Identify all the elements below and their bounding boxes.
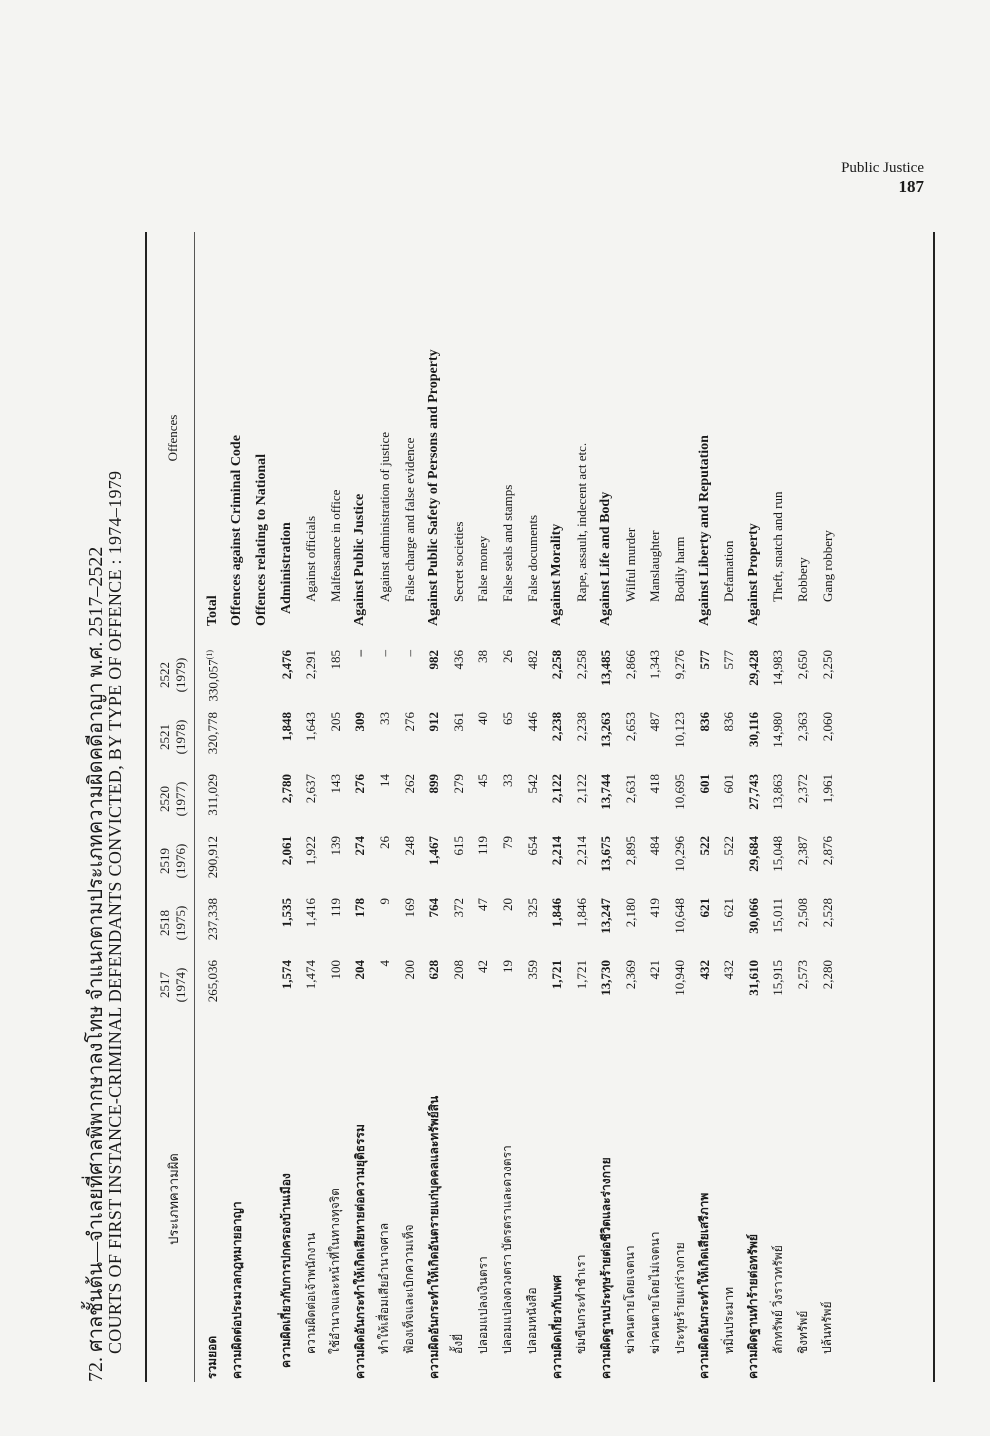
value-cell: 1,416 [303,898,319,928]
offence-english: False money [475,535,491,602]
value-cell: 2,214 [573,836,589,866]
table-row [520,232,545,1382]
offence-thai: หมิ่นประมาท [721,1286,736,1354]
value-cell: 1,574 [278,960,294,990]
header-year: 2519 (1976) [157,843,189,879]
value-cell: 601 [696,774,712,794]
value-cell: 2,060 [819,712,835,742]
value-cell [225,954,250,1016]
table-row [594,232,619,1382]
value-cell: 143 [327,774,343,794]
value-cell: 1,343 [647,650,663,680]
value-cell: 2,508 [795,898,811,928]
top-rule [145,232,147,1382]
value-cell: 2,780 [278,774,294,804]
offence-english: Malfeasance in office [327,489,343,602]
value-cell [225,706,250,768]
value-cell: 10,695 [672,774,688,810]
value-cell [225,892,250,954]
value-cell: 436 [450,650,466,670]
value-cell: 13,675 [598,836,614,872]
value-cell: 522 [696,836,712,856]
value-cell: 276 [401,712,417,732]
offence-thai: ความผิดอันกระทำให้เกิดอันตรายแก่บุคคลและทรัพย์สิน [426,1095,441,1379]
table-row [274,232,299,1382]
offence-thai: รวมยอด [205,1335,220,1379]
value-cell: 29,428 [745,650,761,686]
title-thai-text: ศาลชั้นต้น—จำเลยที่ศาลพิพากษาลงโทษ จำแนกตามประเภทความผิดคดีอาญา พ.ศ. 2517–2522 [85,546,107,1352]
table-row [299,232,324,1382]
value-cell: 29,684 [745,836,761,872]
value-cell: 200 [401,960,417,980]
value-cell: 1,721 [549,960,565,990]
offence-thai: ปล้นทรัพย์ [820,1301,835,1354]
value-cell: 2,291 [303,650,319,680]
table-row [668,232,693,1382]
value-cell: 487 [647,712,663,732]
value-cell [225,644,250,706]
value-cell: 13,263 [598,712,614,748]
value-cell: 169 [401,898,417,918]
table-row [619,232,644,1382]
value-cell: 542 [524,774,540,794]
offence-thai: ปลอมแปลงเงินตรา [475,1256,490,1354]
value-cell: 290,912 [204,836,220,879]
table-row [717,232,742,1382]
value-cell: 2,528 [819,898,835,928]
value-cell: 47 [475,898,491,911]
offence-thai: ความผิดอันกระทำให้เกิดเสียหายต่อความยุติธรรม [352,1124,367,1379]
table-row [496,232,521,1382]
value-cell: 330,057$^{(1)}$ [204,650,220,702]
value-cell: 4 [376,960,392,967]
offence-english: False charge and false evidence [401,437,417,602]
value-cell: 2,650 [795,650,811,680]
table-row [643,232,668,1382]
value-cell: 279 [450,774,466,794]
value-cell: 764 [426,898,442,918]
offence-thai [250,1016,275,1382]
value-cell: 14,983 [770,650,786,686]
value-cell: 432 [721,960,737,980]
offence-english: Gang robbery [819,530,835,602]
value-cell: 2,372 [795,774,811,804]
value-cell: 1,474 [303,960,319,990]
value-cell: 20 [499,898,515,911]
table-number: 72. [85,1357,107,1382]
table-body [201,232,840,1382]
value-cell: 2,258 [573,650,589,680]
value-cell [250,892,275,954]
offence-thai: ความผิดต่อประมวลกฎหมายอาญา [229,1201,244,1379]
value-cell: 248 [401,836,417,856]
value-cell: 361 [450,712,466,732]
header-row [153,232,194,1382]
offence-thai: ฆ่าคนตายโดยไม่เจตนา [647,1231,662,1354]
offence-thai: ความผิดเกี่ยวกับเพศ [549,1275,564,1379]
value-cell: 30,066 [745,898,761,934]
value-cell: 26 [376,836,392,849]
value-cell: 577 [721,650,737,670]
value-cell: 2,363 [795,712,811,742]
table-row [766,232,791,1382]
table-row [373,232,398,1382]
table-row [250,232,275,1382]
value-cell: 204 [352,960,368,980]
value-cell: 26 [499,650,515,663]
offence-thai: ความผิดฐานทำร้ายต่อทรัพย์ [746,1234,761,1379]
value-cell: 45 [475,774,491,787]
value-cell [250,768,275,830]
offence-thai: ทำให้เสื่อมเสียอำนาจศาล [377,1222,392,1354]
value-cell: 2,122 [549,774,565,804]
value-cell: 2,061 [278,836,294,866]
offence-english: Offences against Criminal Code [229,435,245,626]
value-cell [250,644,275,706]
table-row [545,232,570,1382]
section-title: Public Justice [841,160,924,176]
value-cell: 205 [327,712,343,732]
value-cell: 185 [327,650,343,670]
value-cell: 899 [426,774,442,794]
header-year: 2522 (1979) [157,657,189,693]
value-cell: 1,467 [426,836,442,866]
value-cell: 484 [647,836,663,856]
value-cell: 27,743 [745,774,761,810]
value-cell: 9 [376,898,392,905]
bottom-rule [933,232,935,1382]
offence-english: False documents [524,514,540,602]
value-cell: 65 [499,712,515,725]
offence-english: Secret societies [450,521,466,602]
offence-thai: ความผิดฐานประทุษร้ายต่อชีวิตและร่างกาย [598,1157,613,1379]
value-cell: 309 [352,712,368,732]
value-cell: 912 [426,712,442,732]
header-year: 2521 (1978) [157,719,189,755]
value-cell: 628 [426,960,442,980]
offences-table [153,232,840,1382]
value-cell: 13,744 [598,774,614,810]
value-cell [225,830,250,892]
offence-thai: ความผิดต่อเจ้าพนักงาน [303,1232,318,1354]
value-cell: 13,730 [598,960,614,996]
value-cell: 13,863 [770,774,786,810]
value-cell [250,954,275,1016]
value-cell: 119 [327,898,343,918]
page-number: 187 [898,177,924,197]
value-cell: 1,643 [303,712,319,742]
value-cell: 19 [499,960,515,973]
offence-english: Robbery [795,557,811,602]
offence-english: Against officials [303,515,319,602]
table-row [422,232,447,1382]
offence-english: Against Liberty and Reputation [696,435,712,626]
table-row [791,232,816,1382]
value-cell: 10,296 [672,836,688,872]
running-head [841,160,924,197]
table-row [201,232,226,1382]
offence-english: Against administration of justice [376,431,392,602]
value-cell: 33 [376,712,392,725]
offence-thai: ชิงทรัพย์ [795,1310,810,1354]
table-row [446,232,471,1382]
offence-thai: ปลอมหนังสือ [525,1287,540,1354]
value-cell: 421 [647,960,663,980]
offence-english: Wilful murder [622,527,638,602]
offence-thai: ใช้อำนาจและหน้าที่ในทางทุจริต [328,1188,343,1354]
value-cell [250,706,275,768]
table-row [815,232,840,1382]
offence-thai: อั้งยี่ [451,1333,466,1354]
value-cell: 139 [327,836,343,856]
value-cell: 2,122 [573,774,589,804]
value-cell: 33 [499,774,515,787]
table-row [225,232,250,1382]
value-cell: 372 [450,898,466,918]
rotated-table-area [75,232,935,1382]
value-cell: 1,961 [819,774,835,804]
value-cell: 178 [352,898,368,918]
value-cell: 40 [475,712,491,725]
offence-thai: ข่มขืนกระทำชำเรา [574,1254,589,1354]
value-cell: 1,848 [278,712,294,742]
value-cell [225,768,250,830]
value-cell: 13,485 [598,650,614,686]
value-cell: 2,180 [622,898,638,928]
offence-english: Rape, assault, indecent act etc. [573,442,589,602]
value-cell: 2,895 [622,836,638,866]
value-cell: 2,573 [795,960,811,990]
value-cell: 15,048 [770,836,786,872]
value-cell: 42 [475,960,491,973]
value-cell: 2,476 [278,650,294,680]
offence-english: Bodily harm [672,536,688,602]
value-cell: 2,387 [795,836,811,866]
value-cell: 2,258 [549,650,565,680]
offence-english: Against Property [745,523,761,626]
header-year: 2517 (1974) [157,967,189,1003]
value-cell: 10,123 [672,712,688,748]
header-offences: Offences [165,414,181,462]
value-cell: 359 [524,960,540,980]
offence-english: Theft, snatch and run [770,491,786,602]
value-cell: 621 [721,898,737,918]
table-row [692,232,717,1382]
value-cell: – [376,650,392,657]
offence-english: Defamation [721,540,737,602]
value-cell: 30,116 [745,712,761,748]
value-cell: 1,846 [549,898,565,928]
value-cell: 418 [647,774,663,794]
value-cell: 14,980 [770,712,786,748]
value-cell: 208 [450,960,466,980]
value-cell: 38 [475,650,491,663]
table-row [348,232,373,1382]
table-row [471,232,496,1382]
value-cell: 654 [524,836,540,856]
table-row [569,232,594,1382]
value-cell: 2,631 [622,774,638,804]
value-cell: 262 [401,774,417,794]
value-cell: 577 [696,650,712,670]
value-cell: 79 [499,836,515,849]
value-cell: 265,036 [204,960,220,1003]
value-cell: 2,653 [622,712,638,742]
header-thai-offence: ประเภทความผิด [165,1153,181,1245]
table-title-english: COURTS OF FIRST INSTANCE-CRIMINAL DEFENDANTS CONVICTED, BY TYPE OF OFFENCE : 1974–1979 [105,470,125,1354]
offence-english: Total [204,595,220,626]
value-cell: 446 [524,712,540,732]
offence-english: False seals and stamps [499,484,515,602]
value-cell: 836 [721,712,737,732]
value-cell: 2,214 [549,836,565,866]
table-row [397,232,422,1382]
offence-english: Against Morality [549,523,565,626]
value-cell: 10,648 [672,898,688,934]
value-cell: 621 [696,898,712,918]
offence-thai: ปลอมแปลงดวงตรา บัตรตราและดวงตรา [500,1145,515,1354]
value-cell: 276 [352,774,368,794]
value-cell: 2,369 [622,960,638,990]
table-row [323,232,348,1382]
offence-english: Against Public Safety of Persons and Property [426,349,442,626]
table-row [742,232,767,1382]
value-cell: 2,876 [819,836,835,866]
value-cell: 2,250 [819,650,835,680]
value-cell [250,830,275,892]
value-cell: 2,280 [819,960,835,990]
value-cell: 432 [696,960,712,980]
value-cell: 100 [327,960,343,980]
value-cell: 237,338 [204,898,220,941]
offence-english: Against Life and Body [598,491,614,626]
value-cell: 2,238 [549,712,565,742]
offence-english: Against Public Justice [352,493,368,626]
value-cell: 2,238 [573,712,589,742]
offence-thai: ฆ่าคนตายโดยเจตนา [623,1245,638,1354]
offence-thai: ลักทรัพย์ วิ่งราวทรัพย์ [770,1245,785,1354]
offence-thai: ประทุษร้ายแก่ร่างกาย [672,1242,687,1354]
value-cell: 615 [450,836,466,856]
offence-thai: ฟ้องเท็จและเบิกความเท็จ [402,1224,417,1354]
footnote-marker: (1) [204,650,214,660]
header-year: 2520 (1977) [157,781,189,817]
value-cell: 522 [721,836,737,856]
value-cell: 9,276 [672,650,688,680]
value-cell: 325 [524,898,540,918]
value-cell: 311,029 [204,774,220,816]
value-cell: 10,940 [672,960,688,996]
offence-thai: ความผิดเกี่ยวกับการปกครองบ้านเมือง [279,1173,294,1368]
offence-thai: ความผิดอันกระทำให้เกิดเสียเสรีภาพ [697,1192,712,1379]
value-cell: 119 [475,836,491,856]
value-cell: 982 [426,650,442,670]
value-cell: 13,247 [598,898,614,934]
value-cell: 31,610 [745,960,761,996]
value-cell: 274 [352,836,368,856]
value-cell: 2,637 [303,774,319,804]
value-cell: 15,011 [770,898,786,934]
value-cell: – [401,650,417,657]
value-cell: 1,846 [573,898,589,928]
value-cell: 14 [376,774,392,787]
value-cell: 601 [721,774,737,794]
value-cell: 482 [524,650,540,670]
offence-english: Administration [278,522,294,614]
offence-english: Offences relating to National [253,454,269,626]
offence-english: Manslaughter [647,530,663,602]
value-cell: 320,778 [204,712,220,755]
value-cell: 1,922 [303,836,319,866]
header-year: 2518 (1975) [157,905,189,941]
value-cell: 2,866 [622,650,638,680]
value-cell: 15,915 [770,960,786,996]
value-cell: 1,721 [573,960,589,990]
value-cell: 1,535 [278,898,294,928]
value-cell: – [352,650,368,657]
value-cell: 836 [696,712,712,732]
value-cell: 419 [647,898,663,918]
